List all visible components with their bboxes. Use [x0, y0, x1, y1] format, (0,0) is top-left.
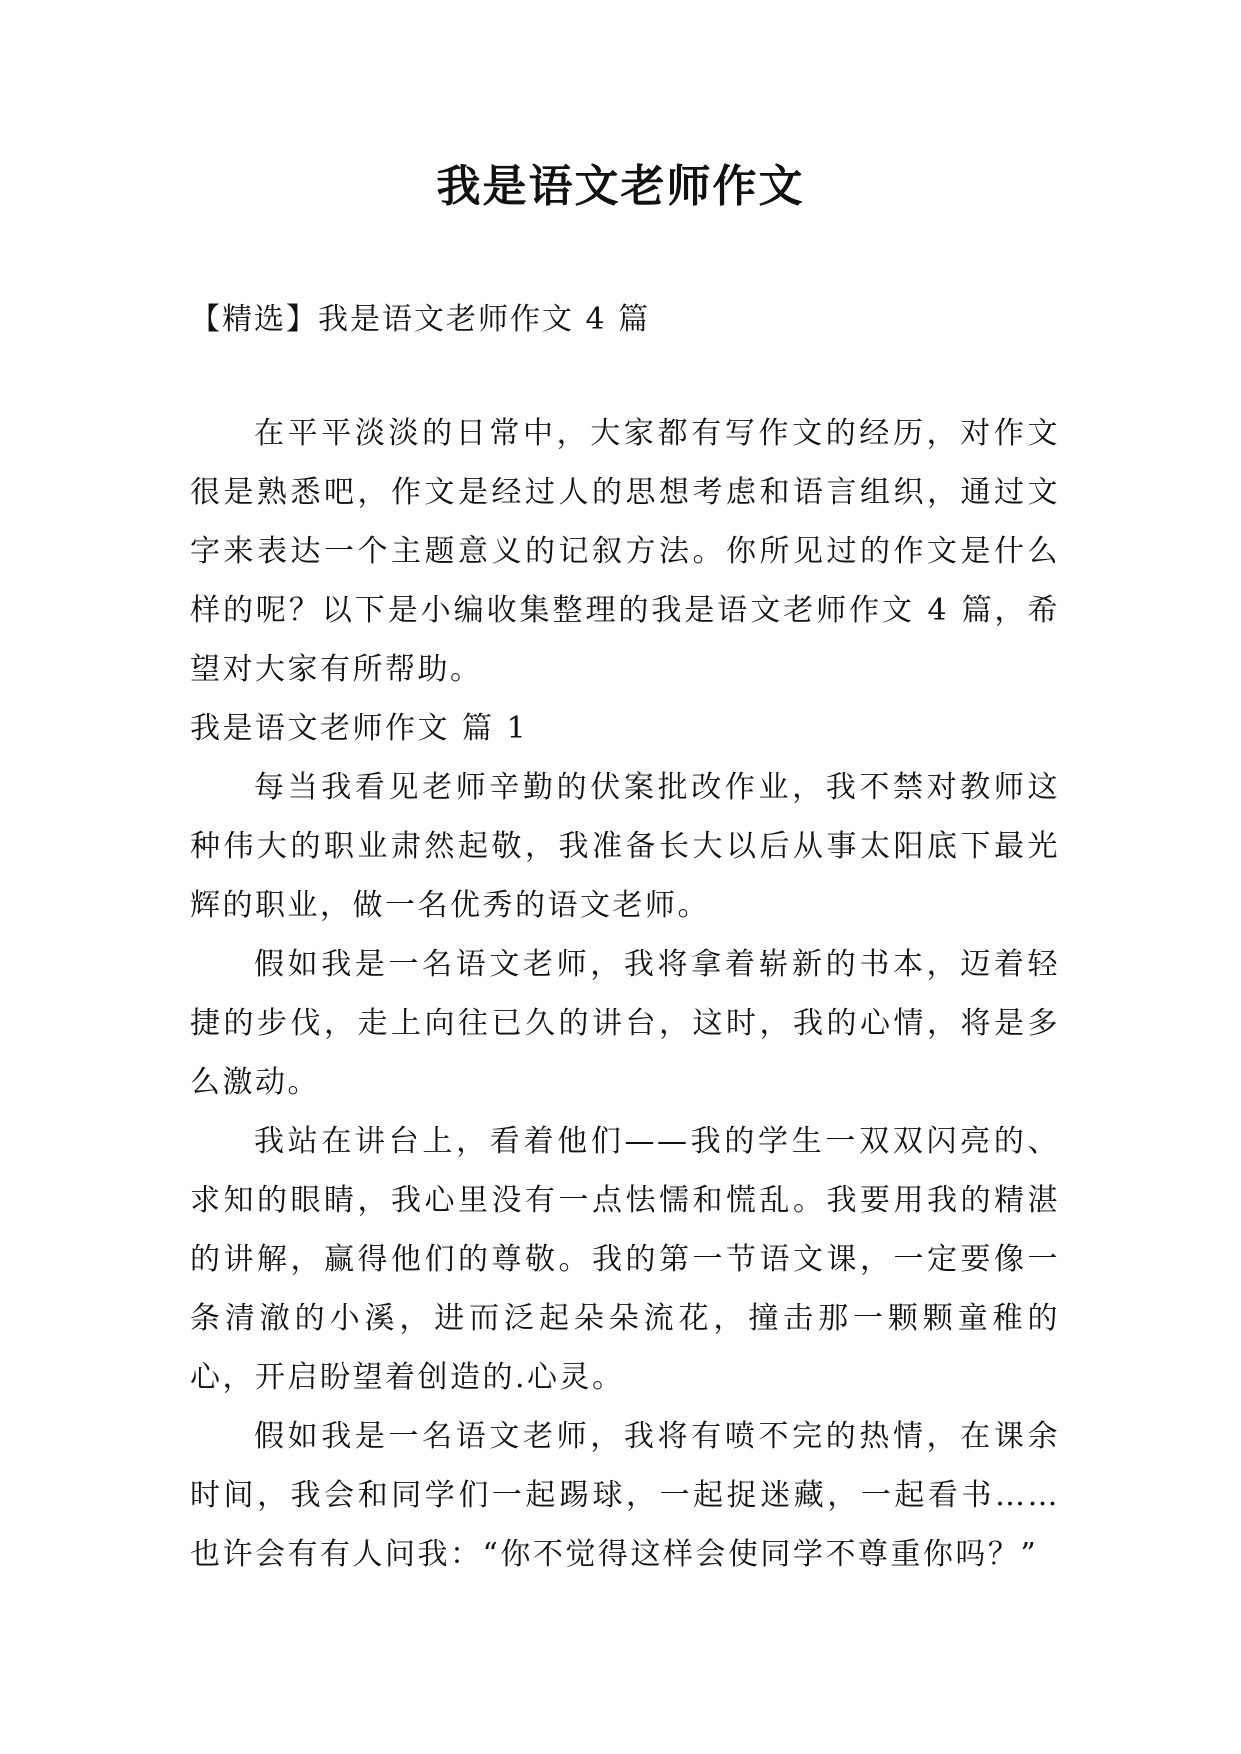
body-paragraph: 每当我看见老师辛勤的伏案批改作业，我不禁对教师这种伟大的职业肃然起敬，我准备长大以后从事太阳底下最光辉的职业，做一名优秀的语文老师。	[190, 770, 1060, 923]
intro-paragraph: 在平平淡淡的日常中，大家都有写作文的经历，对作文很是熟悉吧，作文是经过人的思想考虑和语言组织，通过文字来表达一个主题意义的记叙方法。你所见过的作文是什么样的呢？以下是小编收集整理的我是语文老师作文 4 篇，希望对大家有所帮助。	[190, 416, 1060, 687]
body-paragraph: 假如我是一名语文老师，我将有喷不完的热情，在课余时间，我会和同学们一起踢球，一起捉迷藏，一起看书……也许会有有人问我：“你不觉得这样会使同学不尊重你吗？”	[190, 1419, 1060, 1572]
body-paragraph: 我站在讲台上，看着他们——我的学生一双双闪亮的、求知的眼睛，我心里没有一点怯懦和慌乱。我要用我的精湛的讲解，赢得他们的尊敬。我的第一节语文课，一定要像一条清澈的小溪，进而泛起朵朵流花，撞击那一颗颗童稚的心，开启盼望着创造的.心灵。	[190, 1124, 1060, 1395]
document-title: 我是语文老师作文	[436, 161, 805, 212]
document-body	[190, 404, 1060, 1584]
document-subtitle: 【精选】我是语文老师作文 4 篇	[190, 302, 651, 337]
body-paragraph: 假如我是一名语文老师，我将拿着崭新的书本，迈着轻捷的步伐，走上向往已久的讲台，这时，我的心情，将是多么激动。	[190, 947, 1060, 1100]
section-heading: 我是语文老师作文 篇 1	[190, 711, 529, 746]
